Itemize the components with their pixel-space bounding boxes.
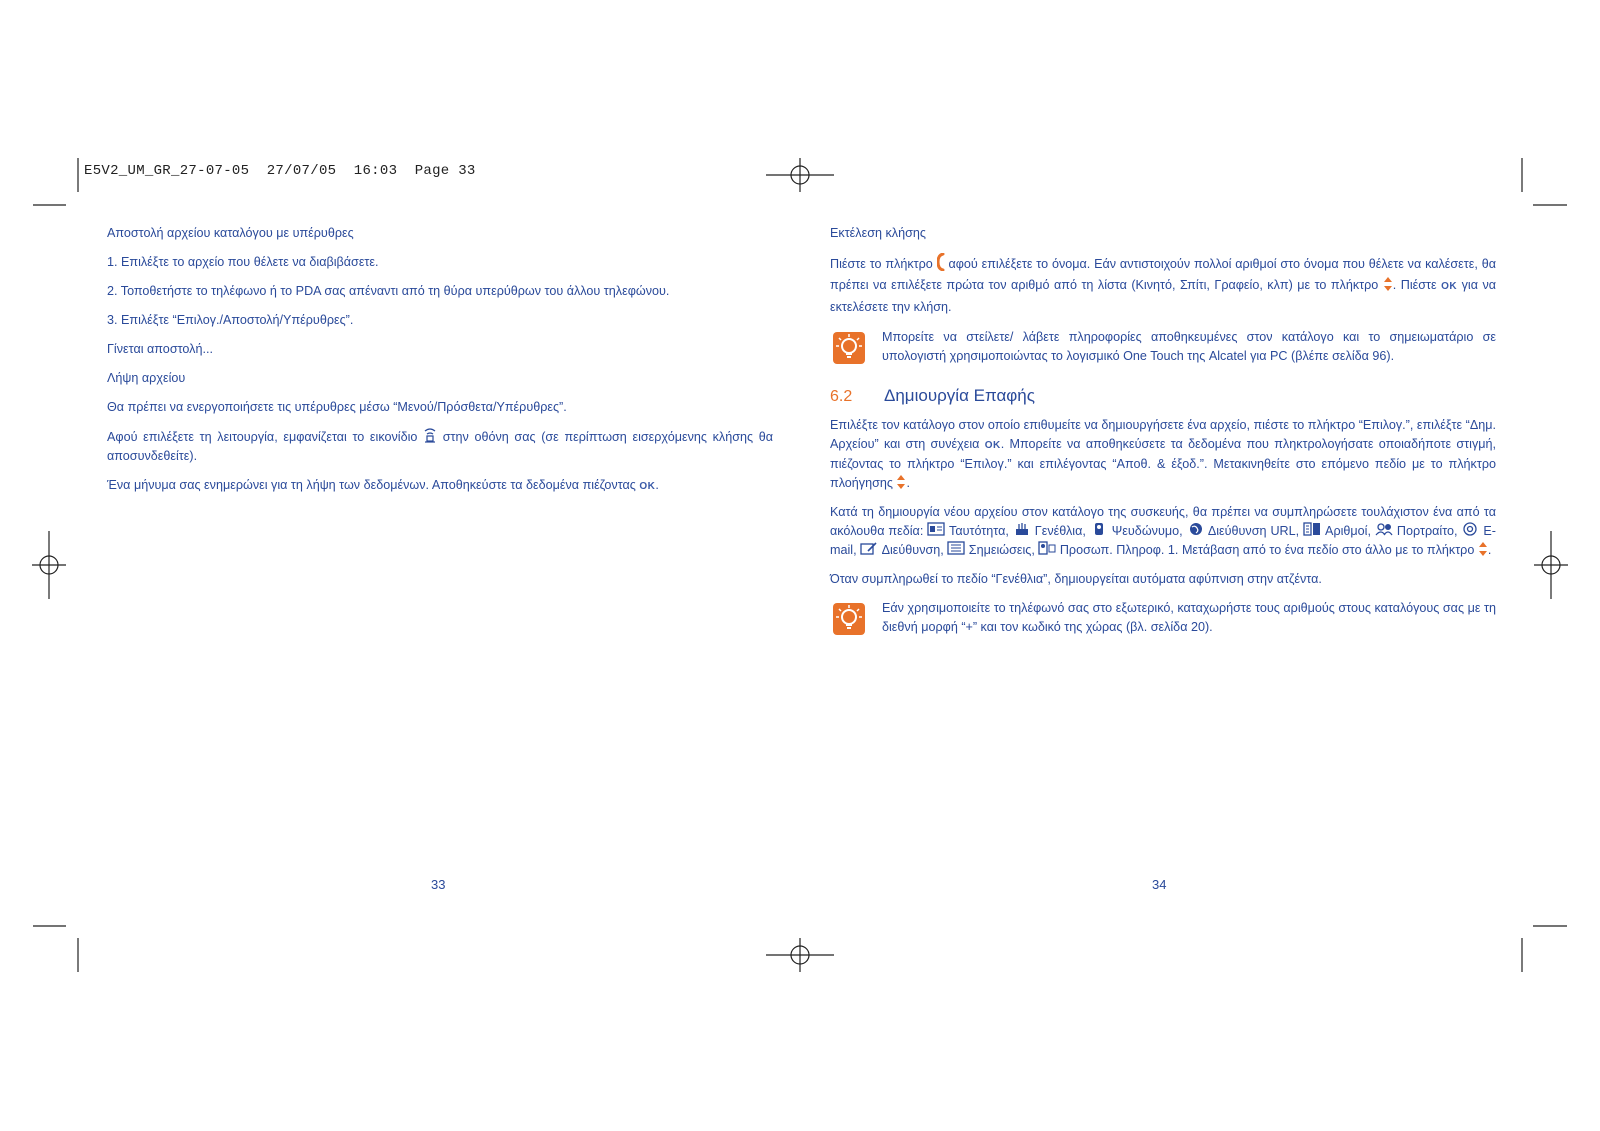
sending-status: Γίνεται αποστολή... — [107, 342, 213, 356]
tip-text-2: Εάν χρησιμοποιείτε το τηλέφωνό σας στο εξωτερικό, καταχωρήστε τους αριθμούς στους καταλόγους σας με τη διεθνή μορφή “+” και τον κωδικό της χώρας (βλ. σελίδα 20). — [882, 601, 1496, 634]
slug-time: 16:03 — [353, 163, 398, 179]
numbers-icon — [1303, 522, 1321, 536]
left-page — [107, 224, 773, 506]
navigation-key-icon — [1478, 541, 1488, 557]
nickname-icon — [1090, 522, 1108, 536]
step-2: 2. Τοποθετήστε το τηλέφωνο ή το PDA σας απέναντι από τη θύρα υπερύθρων του άλλου τηλεφώνου. — [107, 284, 670, 298]
right-page — [830, 224, 1496, 649]
personal-info-icon — [1038, 541, 1056, 555]
slug-date: 27/07/05 — [266, 163, 337, 179]
birthday-cake-icon — [1013, 522, 1031, 536]
ok-key-icon: OK — [984, 440, 1001, 451]
tip-bulb-icon — [832, 602, 866, 636]
globe-url-icon — [1187, 522, 1205, 536]
activate-icon-paragraph: Αφού επιλέξετε τη λειτουργία, εμφανίζεται το εικονίδιο στην οθόνη σας (σε περίπτωση εισερχόμενης κλήσης θα αποσυνδεθείτε). — [107, 427, 773, 466]
registration-mark — [32, 531, 66, 599]
registration-mark — [1534, 531, 1568, 599]
address-icon — [860, 541, 878, 555]
page-number-left: 33 — [431, 877, 446, 892]
email-at-icon — [1461, 522, 1479, 536]
ok-key-icon: OK — [1441, 281, 1458, 292]
registration-mark — [766, 938, 834, 972]
registration-mark — [766, 158, 834, 192]
tip-text-1: Μπορείτε να στείλετε/ λάβετε πληροφορίες αποθηκευμένες στον κατάλογο και το σημειωματάριο σε υπολογιστή χρησιμοποιώντας το λογισμικό One Touch της Alcatel για PC (βλέπε σελίδα 96). — [882, 330, 1496, 363]
tip-note — [830, 599, 1496, 637]
fields-paragraph: Κατά τη δημιουργία νέου αρχείου στον κατάλογο της συσκευής, θα πρέπει να συμπληρώσετε τουλάχιστον ένα από τα ακόλουθα πεδία: Ταυτότητα, Γενέθλια, Ψευδώνυμο, Διεύθυνση URL, Αριθμοί, Πορτραίτο, E-mail, Διεύθυνση, Σημειώσεις, Προσωπ. Πληροφ. 1. Μετάβαση από το ένα πεδίο στο άλλο με το πλήκτρο . — [830, 505, 1496, 557]
call-heading: Εκτέλεση κλήσης — [830, 226, 926, 240]
page-number-right: 34 — [1152, 877, 1167, 892]
section-heading — [830, 386, 1496, 406]
activate-text: Θα πρέπει να ενεργοποιήσετε τις υπέρυθρες μέσω “Μενού/Πρόσθετα/Υπέρυθρες”. — [107, 400, 567, 414]
send-heading: Αποστολή αρχείου καταλόγου με υπέρυθρες — [107, 226, 354, 240]
notes-icon — [947, 541, 965, 555]
navigation-key-icon — [896, 474, 906, 490]
message-paragraph: Ένα μήνυμα σας ενημερώνει για τη λήψη των δεδομένων. Αποθηκεύστε τα δεδομένα πιέζοντας OK. — [107, 478, 659, 492]
step-3: 3. Επιλέξτε “Επιλογ./Αποστολή/Υπέρυθρες”. — [107, 313, 354, 327]
slug-file: E5V2_UM_GR_27-07-05 — [84, 163, 250, 179]
slug-page: Page 33 — [414, 163, 476, 179]
section-title: Δημιουργία Επαφής — [884, 386, 1035, 405]
birthday-alarm-text: Όταν συμπληρωθεί το πεδίο “Γενέθλια”, δημιουργείται αυτόματα αφύπνιση στην ατζέντα. — [830, 572, 1322, 586]
infrared-icon — [423, 427, 437, 443]
section-number: 6.2 — [830, 388, 853, 405]
tip-note — [830, 328, 1496, 366]
call-key-icon — [937, 253, 945, 271]
identity-icon — [927, 522, 945, 536]
tip-bulb-icon — [832, 331, 866, 365]
create-paragraph: Επιλέξτε τον κατάλογο στον οποίο επιθυμείτε να δημιουργήσετε ένα αρχείο, πιέστε το πλήκτρο “Επιλογ.”, επιλέξτε “Δημ. Αρχείου” και στη συνέχεια OK. Μπορείτε να αποθηκεύσετε τα δεδομένα που πληκτρολογήσατε οποιαδήποτε στιγμή, πιέζοντας το πλήκτρο “Επιλογ.” και επιλέγοντας “Αποθ. & έξοδ.”. Μετακινηθείτε στο επόμενο πεδίο με το πλήκτρο πλοήγησης . — [830, 418, 1497, 490]
step-1: 1. Επιλέξτε το αρχείο που θέλετε να διαβιβάσετε. — [107, 255, 379, 269]
receive-heading: Λήψη αρχείου — [107, 371, 186, 385]
call-paragraph: Πιέστε το πλήκτρο αφού επιλέξετε το όνομα. Εάν αντιστοιχούν πολλοί αριθμοί στο όνομα που θέλετε να καλέσετε, θα πρέπει να επιλέξετε πρώτα τον αριθμό από τη λίστα (Κινητό, Σπίτι, Γραφείο, κλπ) με το πλήκτρο . Πιέστε OK για να εκτελέσετε την κλήση. — [830, 253, 1496, 318]
portrait-icon — [1375, 522, 1393, 536]
navigation-key-icon — [1383, 276, 1393, 292]
ok-key-icon: OK — [639, 481, 656, 492]
